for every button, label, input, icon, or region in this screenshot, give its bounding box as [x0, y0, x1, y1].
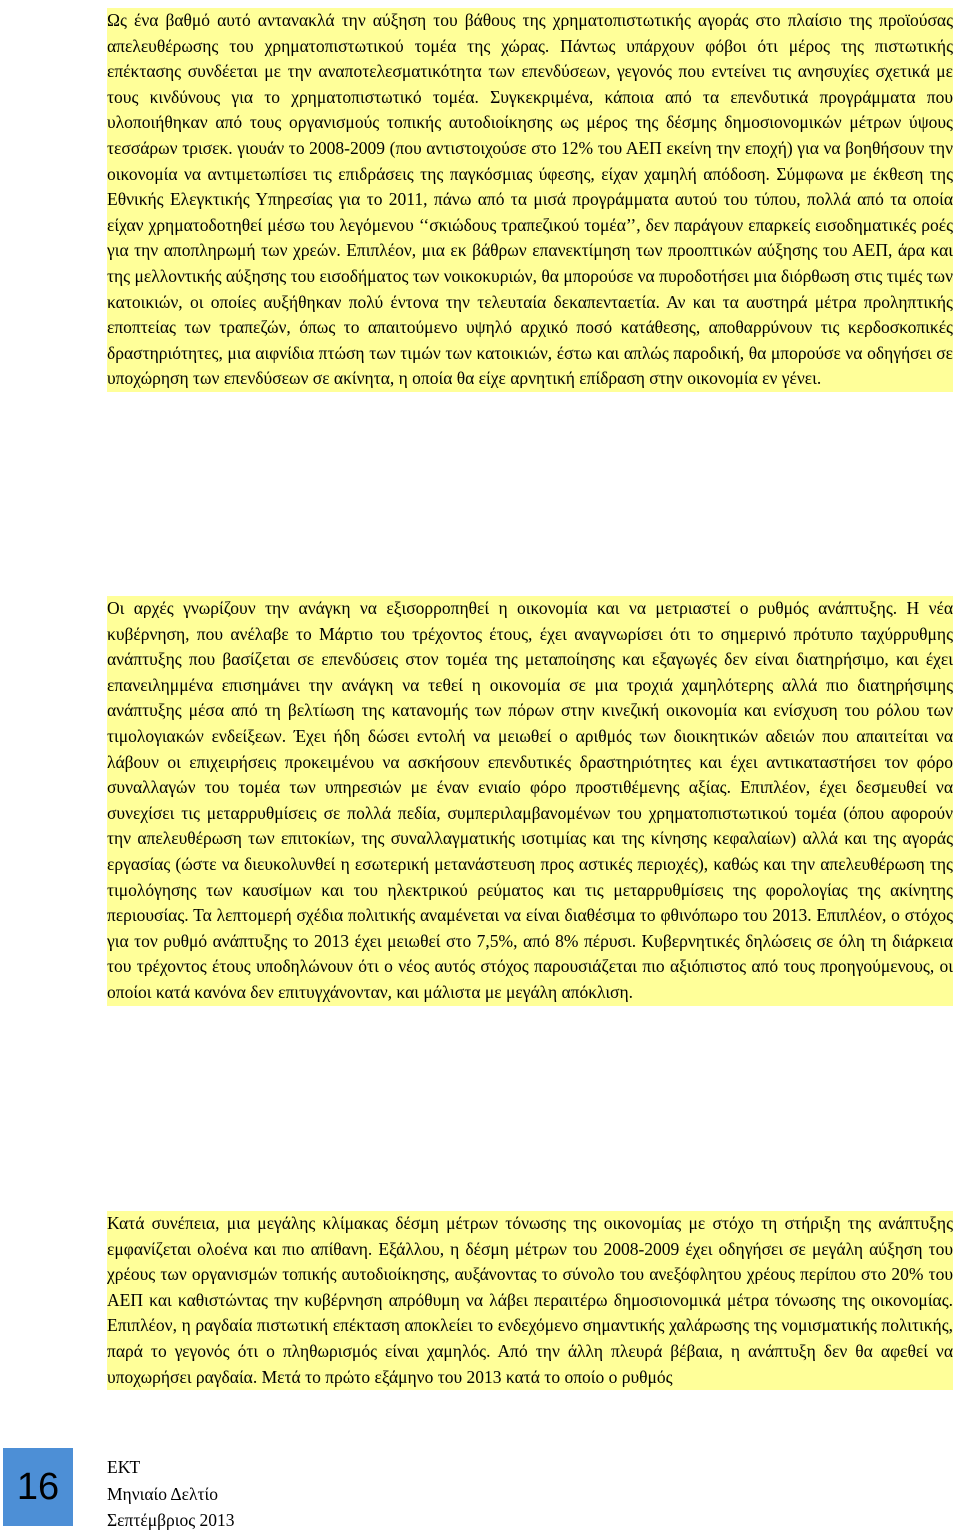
page-footer: [107, 1454, 235, 1534]
footer-date: Σεπτέμβριος 2013: [107, 1510, 235, 1530]
body-paragraph-2: Οι αρχές γνωρίζουν την ανάγκη να εξισορροπηθεί η οικονομία και να μετριαστεί ο ρυθμός ανάπτυξης. Η νέα κυβέρνηση, που ανέλαβε το Μάρτιο του τρέχοντος έτους, έχει αναγνωρίσει ότι το σημερινό πρότυπο ταχύρρυθμης ανάπτυξης που βασίζεται σε επενδύσεις στον τομέα της μεταποίησης και εξαγωγές δεν είναι διατηρήσιμο, και έχει επανειλημμένα επισημάνει την ανάγκη να τεθεί η οικονομία σε μια τροχιά χαμηλότερης αλλά πιο διατηρήσιμης ανάπτυξης μέσα από τη βελτίωση της κατανομής των πόρων στην κινεζική οικονομία και ενίσχυση του ρόλου των τιμολογιακών ενδείξεων. Έχει ήδη δώσει εντολή να μειωθεί ο αριθμός των διοικητικών αδειών που απαιτείται να λάβουν οι επιχειρήσεις προκειμένου να ασκήσουν επενδυτικές δραστηριότητες και έχει αντικαταστήσει τον φόρο συναλλαγών του τομέα των υπηρεσιών με έναν ενιαίο φόρο προστιθέμενης αξίας. Επιπλέον, έχει δεσμευθεί να συνεχίσει τις μεταρρυθμίσεις σε πολλά πεδία, συμπεριλαμβανομένων του χρηματοπιστωτικού τομέα (όπου αφορούν την απελευθέρωση των επιτοκίων, της συναλλαγματικής ισοτιμίας και της κίνησης κεφαλαίων) αλλά και της αγοράς εργασίας (ώστε να διευκολυνθεί η εσωτερική μετανάστευση προς αστικές περιοχές), καθώς και την απελευθέρωση της τιμολόγησης των καυσίμων και του ηλεκτρικού ρεύματος και τις μεταρρυθμίσεις της φορολογίας της ακίνητης περιουσίας. Τα λεπτομερή σχέδια πολιτικής αναμένεται να είναι διαθέσιμα το φθινόπωρο του 2013. Επιπλέον, ο στόχος για τον ρυθμό ανάπτυξης το 2013 έχει μειωθεί στο 7,5%, από 8% πέρυσι. Κυβερνητικές δηλώσεις σε όλη τη διάρκεια του τρέχοντος έτους υποδηλώνουν ότι ο νέος αυτός στόχος παρουσιάζεται πιο αξιόπιστος από τους προηγούμενους, οι οποίοι κατά κανόνα δεν επιτυγχάνονταν, και μάλιστα με μεγάλη απόκλιση.: [107, 596, 953, 1006]
footer-publication: Μηνιαίο Δελτίο: [107, 1483, 218, 1504]
page-number: 16: [16, 1465, 60, 1508]
page-number-badge: [3, 1448, 73, 1526]
body-paragraph-3: Κατά συνέπεια, μια μεγάλης κλίμακας δέσμη μέτρων τόνωσης της οικονομίας με στόχο τη στήριξη της ανάπτυξης εμφανίζεται ολοένα και πιο απίθανη. Εξάλλου, η δέσμη μέτρων του 2008-2009 έχει οδηγήσει σε μεγάλη αύξηση του χρέους των οργανισμών τοπικής αυτοδιοίκησης, αυξάνοντας το σύνολο του ανεξόφλητου χρέους περίπου στο 20% του ΑΕΠ και καθιστώντας την κυβέρνηση απρόθυμη να λάβει περαιτέρω δημοσιονομικά μέτρα τόνωσης της οικονομίας. Επιπλέον, η ραγδαία πιστωτική επέκταση αποκλείει το ενδεχόμενο σημαντικής χαλάρωσης της νομισματικής πολιτικής, παρά το γεγονός ότι ο πληθωρισμός είναι χαμηλός. Από την άλλη πλευρά βέβαια, η ανάπτυξη δεν θα αφεθεί να υποχωρήσει ραγδαία. Μετά το πρώτο εξάμηνο του 2013 κατά το οποίο ο ρυθμός: [107, 1211, 953, 1390]
body-paragraph-1: Ως ένα βαθμό αυτό αντανακλά την αύξηση του βάθους της χρηματοπιστωτικής αγοράς στο πλαίσιο της προϊούσας απελευθέρωσης του χρηματοπιστωτικού τομέα της χώρας. Πάντως υπάρχουν φόβοι ότι μέρος της πιστωτικής επέκτασης συνδέεται με την αναποτελεσματικότητα των επενδύσεων, γεγονός που εντείνει τις ανησυχίες σχετικά με τους κινδύνους για το χρηματοπιστωτικό τομέα. Συγκεκριμένα, κάποια από τα επενδυτικά προγράμματα που υλοποιήθηκαν από τους οργανισμούς τοπικής αυτοδιοίκησης ως μέρος της δέσμης δημοσιονομικών μέτρων ύψους τεσσάρων τρισεκ. γιουάν το 2008-2009 (που αντιστοιχούσε στο 12% του ΑΕΠ εκείνη την εποχή) για να βοηθήσουν την οικονομία να αντιμετωπίσει τις επιδράσεις της παγκόσμιας ύφεσης, είχαν χαμηλή απόδοση. Σύμφωνα με έκθεση της Εθνικής Ελεγκτικής Υπηρεσίας για το 2011, πάνω από τα μισά προγράμματα αυτού του τύπου, πολλά από τα οποία είχαν χρηματοδοτηθεί μέσω του λεγόμενου ‘‘σκιώδους τραπεζικού τομέα’’, δεν παράγουν επαρκείς εισοδηματικές ροές για την αποπληρωμή των χρεών. Επιπλέον, μια εκ βάθρων επανεκτίμηση των προοπτικών αύξησης του ΑΕΠ, άρα και της μελλοντικής αύξησης του εισοδήματος των νοικοκυριών, θα μπορούσε να πυροδοτήσει μια διόρθωση στις τιμές των κατοικιών, οι οποίες αυξήθηκαν πολύ έντονα την τελευταία δεκαπενταετία. Αν και τα αυστηρά μέτρα προληπτικής εποπτείας των τραπεζών, όπως το απαιτούμενο υψηλό αρχικό ποσό κατάθεσης, αποθαρρύνουν τις κερδοσκοπικές δραστηριότητες, μια αιφνίδια πτώση των τιμών των κατοικιών, έστω και απλώς παροδική, θα μπορούσε να οδηγήσει σε υποχώρηση των επενδύσεων σε ακίνητα, η οποία θα είχε αρνητική επίδραση στην οικονομία εν γένει.: [107, 8, 953, 392]
footer-publisher: ΕΚΤ: [107, 1457, 141, 1477]
page-margin: [0, 0, 6, 1532]
